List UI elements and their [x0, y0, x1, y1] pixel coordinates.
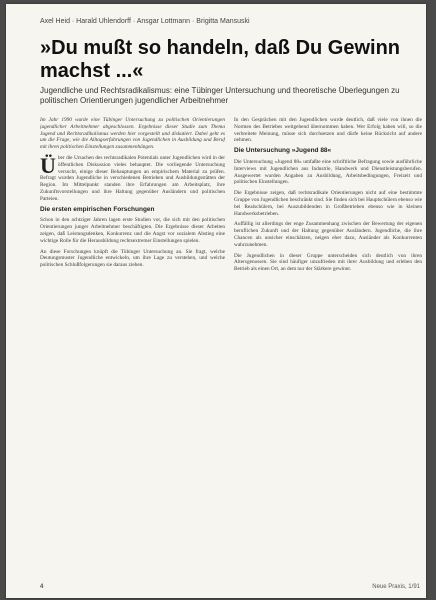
author-line: Axel Heid · Harald Uhlendorff · Ansgar Lottmann · Brigitta Mansuski — [40, 18, 250, 25]
page-number: 4 — [40, 584, 44, 590]
section-heading: Die Untersuchung »Jugend 88« — [234, 147, 332, 155]
body-paragraph: Die Jugendlichen in dieser Gruppe unterscheiden sich deutlich von ihren Altersgenossen. Sie sind häufiger unzufrieden mit ihrer Ausbildung und erleben den Betrieb als einen Ort, an dem nur der Stärkere gewinnt. — [234, 252, 422, 273]
section-heading: Die ersten empirischen Forschungen — [40, 205, 155, 213]
article-title: »Du mußt so handeln, daß Du Gewinn machst ...« — [40, 37, 401, 82]
text-column-left — [40, 117, 225, 582]
journal-source: Neue Praxis, 1/91 — [372, 584, 420, 590]
body-paragraph: In den Gesprächen mit den Jugendlichen wurde deutlich, daß viele von ihnen die Normen des Betriebes weitgehend übernommen haben. Wer Erfolg haben will, so die verbreitete Meinung, müsse sich durchsetzen und dürfe keine Rücksicht auf andere nehmen. — [234, 117, 422, 144]
body-paragraph: Über die Ursachen des rechtsradikalen Potentials unter Jugendlichen wird in der öffentlichen Diskussion vieles behauptet. Die vorliegende Untersuchung versucht, einige dieser Behauptungen an empirischem Material zu prüfen. Befragt wurden Jugendliche in verschiedenen Betrieben und Ausbildungsstätten der Region. Im Mittelpunkt standen ihre Erfahrungen am Arbeitsplatz, ihre Zukunftsvorstellungen und ihre Haltung gegenüber Ausländern und politischen Parteien. — [40, 152, 225, 202]
document-page — [6, 4, 426, 598]
text-column-right — [234, 117, 422, 582]
body-paragraph: An diese Forschungen knüpft die Tübinger Untersuchung an. Sie fragt, welche Deutungsmuster Jugendliche entwickeln, um ihre Lage zu verstehen, und welche politischen Schlußfolgerungen sie daraus ziehen. — [40, 248, 225, 269]
body-paragraph: Auffällig ist allerdings der enge Zusammenhang zwischen der Bewertung der eigenen beruflichen Zukunft und der Haltung gegenüber Ausländern. Jugendliche, die ihre Chancen als unsicher einschätzen, neigen eher dazu, Ausländer als Konkurrenten wahrzunehmen. — [234, 221, 422, 248]
article-subtitle: Jugendliche und Rechtsradikalismus: eine Tübinger Untersuchung und theoretische Überlegungen zu politischen Orientierungen jugendlicher Arbeitnehmer — [40, 86, 400, 105]
intro-paragraph: Im Jahr 1990 wurde eine Tübinger Untersuchung zu politischen Orientierungen jugendlicher Arbeitnehmer abgeschlossen. Ergebnisse dieser Studie zum Thema Jugend und Rechtsradikalismus werden hier vorgestellt und diskutiert. Dabei geht es um die Frage, wie die Alltagserfahrungen von Jugendlichen in Ausbildung und Beruf mit ihren politischen Einstellungen zusammenhängen. — [40, 117, 225, 151]
body-paragraph: Die Untersuchung »Jugend 88« umfaßte eine schriftliche Befragung sowie ausführliche Interviews mit Jugendlichen aus Industrie, Handwerk und Dienstleistungsberufen. Ausgewertet wurden Angaben zu Ausbildung, Arbeitsbedingungen, Freizeit und politischen Einstellungen. — [234, 158, 422, 186]
body-paragraph: Schon in den achtziger Jahren lagen erste Studien vor, die sich mit den politischen Orientierungen junger Arbeitnehmer beschäftigten. Die Ergebnisse dieser Arbeiten zeigen, daß Leistungsdenken, Konkurrenz und die Angst vor sozialem Abstieg eine wichtige Rolle für die Herausbildung rechtsextremer Einstellungen spielen. — [40, 217, 225, 244]
body-paragraph: Die Ergebnisse zeigen, daß rechtsradikale Orientierungen nicht auf eine bestimmte Gruppe von Jugendlichen beschränkt sind. Sie finden sich bei Hauptschülern ebenso wie bei Realschülern, bei Auszubildenden in Großbetrieben ebenso wie in kleinen Handwerksbetrieben. — [234, 190, 422, 217]
